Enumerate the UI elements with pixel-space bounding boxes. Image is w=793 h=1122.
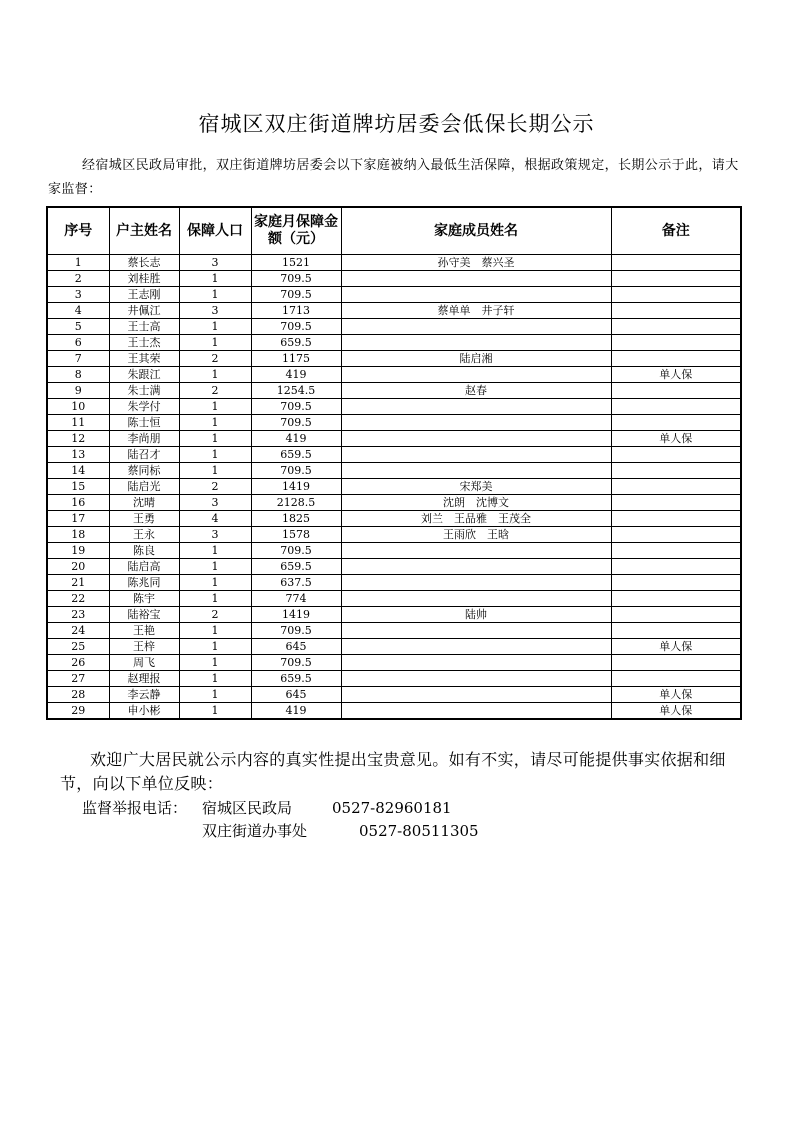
cell-monthly-amount: 419	[251, 367, 341, 383]
cell-remark: 单人保	[611, 687, 741, 703]
cell-head-name: 王士高	[109, 319, 179, 335]
col-header-covered-persons: 保障人口	[179, 207, 251, 255]
cell-monthly-amount: 709.5	[251, 271, 341, 287]
table-row	[47, 543, 741, 559]
cell-covered-persons: 1	[179, 639, 251, 655]
cell-family-members	[341, 623, 611, 639]
cell-covered-persons: 1	[179, 559, 251, 575]
cell-family-members: 蔡单单 井子轩	[341, 303, 611, 319]
cell-remark	[611, 303, 741, 319]
table-row	[47, 575, 741, 591]
table-row	[47, 335, 741, 351]
table-row	[47, 351, 741, 367]
cell-covered-persons: 1	[179, 543, 251, 559]
cell-index: 16	[47, 495, 109, 511]
cell-monthly-amount: 709.5	[251, 623, 341, 639]
cell-head-name: 陈良	[109, 543, 179, 559]
col-header-monthly-amount: 家庭月保障金额（元）	[251, 207, 341, 255]
cell-monthly-amount: 774	[251, 591, 341, 607]
cell-family-members: 王雨欣 王晗	[341, 527, 611, 543]
table-row	[47, 383, 741, 399]
cell-remark	[611, 623, 741, 639]
cell-covered-persons: 1	[179, 447, 251, 463]
table-row	[47, 703, 741, 720]
cell-index: 10	[47, 399, 109, 415]
table-row	[47, 511, 741, 527]
cell-index: 19	[47, 543, 109, 559]
cell-monthly-amount: 709.5	[251, 655, 341, 671]
cell-family-members	[341, 671, 611, 687]
cell-index: 21	[47, 575, 109, 591]
col-header-index: 序号	[47, 207, 109, 255]
cell-index: 1	[47, 255, 109, 271]
cell-remark	[611, 671, 741, 687]
cell-remark: 单人保	[611, 367, 741, 383]
cell-index: 15	[47, 479, 109, 495]
cell-remark	[611, 479, 741, 495]
table-row	[47, 479, 741, 495]
cell-family-members	[341, 367, 611, 383]
table-row	[47, 591, 741, 607]
cell-monthly-amount: 659.5	[251, 335, 341, 351]
cell-head-name: 陆启高	[109, 559, 179, 575]
cell-head-name: 陈士恒	[109, 415, 179, 431]
cell-family-members	[341, 559, 611, 575]
table-row	[47, 255, 741, 271]
cell-head-name: 赵理报	[109, 671, 179, 687]
cell-monthly-amount: 1825	[251, 511, 341, 527]
table-row	[47, 367, 741, 383]
cell-remark	[611, 527, 741, 543]
cell-head-name: 王艳	[109, 623, 179, 639]
cell-covered-persons: 1	[179, 431, 251, 447]
cell-covered-persons: 3	[179, 303, 251, 319]
table-row	[47, 303, 741, 319]
cell-monthly-amount: 419	[251, 703, 341, 720]
cell-covered-persons: 1	[179, 319, 251, 335]
cell-remark	[611, 543, 741, 559]
cell-index: 20	[47, 559, 109, 575]
cell-head-name: 朱跟江	[109, 367, 179, 383]
cell-remark	[611, 351, 741, 367]
cell-remark	[611, 607, 741, 623]
contact-line-2	[82, 820, 742, 842]
cell-remark	[611, 287, 741, 303]
table-row	[47, 399, 741, 415]
cell-monthly-amount: 709.5	[251, 415, 341, 431]
cell-head-name: 王其荣	[109, 351, 179, 367]
cell-monthly-amount: 637.5	[251, 575, 341, 591]
cell-remark	[611, 463, 741, 479]
contact-phone: 0527-80511305	[359, 822, 479, 840]
contact-label: 监督举报电话：	[82, 799, 188, 817]
cell-index: 28	[47, 687, 109, 703]
table-row	[47, 655, 741, 671]
cell-monthly-amount: 1175	[251, 351, 341, 367]
cell-head-name: 陆召才	[109, 447, 179, 463]
intro-paragraph: 经宿城区民政局审批，双庄街道牌坊居委会以下家庭被纳入最低生活保障，根据政策规定，长期公示于此，请大家监督：	[48, 158, 739, 197]
cell-remark: 单人保	[611, 639, 741, 655]
cell-monthly-amount: 1419	[251, 607, 341, 623]
table-row	[47, 319, 741, 335]
cell-index: 22	[47, 591, 109, 607]
cell-covered-persons: 1	[179, 671, 251, 687]
cell-remark	[611, 271, 741, 287]
cell-monthly-amount: 1578	[251, 527, 341, 543]
cell-family-members	[341, 543, 611, 559]
cell-head-name: 沈晴	[109, 495, 179, 511]
cell-covered-persons: 1	[179, 271, 251, 287]
cell-head-name: 井佩江	[109, 303, 179, 319]
col-header-family-members: 家庭成员姓名	[341, 207, 611, 255]
table-row	[47, 607, 741, 623]
cell-family-members	[341, 287, 611, 303]
cell-head-name: 王梓	[109, 639, 179, 655]
cell-covered-persons: 4	[179, 511, 251, 527]
cell-covered-persons: 1	[179, 687, 251, 703]
table-row	[47, 447, 741, 463]
cell-family-members: 刘兰 王品雅 王茂全	[341, 511, 611, 527]
cell-index: 6	[47, 335, 109, 351]
cell-monthly-amount: 2128.5	[251, 495, 341, 511]
cell-head-name: 王勇	[109, 511, 179, 527]
table-row	[47, 527, 741, 543]
table-row	[47, 671, 741, 687]
cell-index: 29	[47, 703, 109, 720]
cell-covered-persons: 2	[179, 351, 251, 367]
cell-covered-persons: 1	[179, 591, 251, 607]
cell-monthly-amount: 1713	[251, 303, 341, 319]
cell-remark	[611, 495, 741, 511]
cell-covered-persons: 1	[179, 287, 251, 303]
cell-head-name: 王永	[109, 527, 179, 543]
cell-index: 4	[47, 303, 109, 319]
cell-head-name: 王志刚	[109, 287, 179, 303]
cell-remark	[611, 511, 741, 527]
cell-remark	[611, 383, 741, 399]
cell-head-name: 蔡同标	[109, 463, 179, 479]
cell-family-members: 孙守美 蔡兴圣	[341, 255, 611, 271]
cell-covered-persons: 1	[179, 655, 251, 671]
cell-family-members: 赵春	[341, 383, 611, 399]
cell-covered-persons: 1	[179, 335, 251, 351]
cell-family-members	[341, 431, 611, 447]
table-row	[47, 639, 741, 655]
cell-monthly-amount: 1254.5	[251, 383, 341, 399]
contact-org: 宿城区民政局	[202, 799, 293, 817]
cell-monthly-amount: 645	[251, 639, 341, 655]
table-row	[47, 687, 741, 703]
cell-head-name: 王士杰	[109, 335, 179, 351]
cell-family-members	[341, 703, 611, 720]
table-row	[47, 431, 741, 447]
subsidy-table	[46, 206, 742, 720]
cell-covered-persons: 2	[179, 479, 251, 495]
cell-remark	[611, 591, 741, 607]
cell-monthly-amount: 709.5	[251, 463, 341, 479]
cell-remark	[611, 319, 741, 335]
table-row	[47, 463, 741, 479]
cell-family-members: 陆启湘	[341, 351, 611, 367]
cell-remark	[611, 415, 741, 431]
cell-family-members	[341, 447, 611, 463]
cell-index: 18	[47, 527, 109, 543]
cell-family-members	[341, 319, 611, 335]
cell-covered-persons: 1	[179, 623, 251, 639]
table-row	[47, 287, 741, 303]
cell-monthly-amount: 1419	[251, 479, 341, 495]
cell-index: 25	[47, 639, 109, 655]
cell-family-members	[341, 575, 611, 591]
cell-covered-persons: 1	[179, 463, 251, 479]
table-row	[47, 559, 741, 575]
cell-remark	[611, 575, 741, 591]
cell-index: 27	[47, 671, 109, 687]
cell-head-name: 朱学付	[109, 399, 179, 415]
cell-head-name: 李尚朋	[109, 431, 179, 447]
cell-covered-persons: 1	[179, 575, 251, 591]
cell-index: 23	[47, 607, 109, 623]
table-row	[47, 271, 741, 287]
col-header-head-name: 户主姓名	[109, 207, 179, 255]
cell-head-name: 李云静	[109, 687, 179, 703]
cell-remark	[611, 655, 741, 671]
cell-family-members	[341, 335, 611, 351]
cell-family-members	[341, 687, 611, 703]
closing-paragraph: 欢迎广大居民就公示内容的真实性提出宝贵意见。如有不实，请尽可能提供事实依据和细节，向以下单位反映：	[60, 750, 726, 793]
cell-covered-persons: 1	[179, 703, 251, 720]
cell-covered-persons: 2	[179, 607, 251, 623]
cell-family-members	[341, 639, 611, 655]
cell-remark	[611, 335, 741, 351]
cell-head-name: 朱士满	[109, 383, 179, 399]
page-title: 宿城区双庄街道牌坊居委会低保长期公示	[198, 112, 595, 136]
cell-covered-persons: 1	[179, 367, 251, 383]
cell-head-name: 申小彬	[109, 703, 179, 720]
table-body	[47, 255, 741, 720]
cell-family-members	[341, 415, 611, 431]
cell-monthly-amount: 659.5	[251, 447, 341, 463]
table-row	[47, 623, 741, 639]
col-header-remark: 备注	[611, 207, 741, 255]
cell-head-name: 陈宇	[109, 591, 179, 607]
cell-family-members: 沈朗 沈博文	[341, 495, 611, 511]
cell-head-name: 刘桂胜	[109, 271, 179, 287]
cell-index: 26	[47, 655, 109, 671]
cell-index: 14	[47, 463, 109, 479]
cell-head-name: 蔡长志	[109, 255, 179, 271]
cell-covered-persons: 1	[179, 415, 251, 431]
cell-covered-persons: 1	[179, 399, 251, 415]
table-header-row	[47, 207, 741, 255]
cell-monthly-amount: 419	[251, 431, 341, 447]
cell-index: 5	[47, 319, 109, 335]
cell-family-members: 陆帅	[341, 607, 611, 623]
cell-monthly-amount: 645	[251, 687, 341, 703]
cell-covered-persons: 3	[179, 527, 251, 543]
cell-head-name: 陈兆同	[109, 575, 179, 591]
cell-covered-persons: 2	[179, 383, 251, 399]
cell-family-members	[341, 591, 611, 607]
cell-covered-persons: 3	[179, 495, 251, 511]
cell-monthly-amount: 659.5	[251, 671, 341, 687]
cell-covered-persons: 3	[179, 255, 251, 271]
contact-phone: 0527-82960181	[332, 799, 452, 817]
cell-remark	[611, 255, 741, 271]
cell-family-members	[341, 271, 611, 287]
cell-remark: 单人保	[611, 431, 741, 447]
cell-family-members	[341, 399, 611, 415]
cell-head-name: 陆启光	[109, 479, 179, 495]
cell-monthly-amount: 709.5	[251, 287, 341, 303]
table-row	[47, 415, 741, 431]
cell-family-members	[341, 463, 611, 479]
contact-line-1	[82, 797, 742, 819]
cell-index: 2	[47, 271, 109, 287]
contact-org: 双庄街道办事处	[202, 822, 308, 840]
cell-index: 17	[47, 511, 109, 527]
cell-monthly-amount: 709.5	[251, 319, 341, 335]
cell-head-name: 陆裕宝	[109, 607, 179, 623]
cell-remark	[611, 447, 741, 463]
cell-family-members	[341, 655, 611, 671]
cell-remark	[611, 559, 741, 575]
cell-monthly-amount: 709.5	[251, 543, 341, 559]
cell-index: 7	[47, 351, 109, 367]
cell-head-name: 周飞	[109, 655, 179, 671]
cell-family-members: 宋郑美	[341, 479, 611, 495]
cell-index: 24	[47, 623, 109, 639]
cell-monthly-amount: 1521	[251, 255, 341, 271]
cell-remark	[611, 399, 741, 415]
cell-index: 12	[47, 431, 109, 447]
cell-index: 3	[47, 287, 109, 303]
cell-monthly-amount: 709.5	[251, 399, 341, 415]
cell-index: 9	[47, 383, 109, 399]
cell-index: 11	[47, 415, 109, 431]
cell-remark: 单人保	[611, 703, 741, 720]
table-row	[47, 495, 741, 511]
cell-index: 13	[47, 447, 109, 463]
cell-index: 8	[47, 367, 109, 383]
cell-monthly-amount: 659.5	[251, 559, 341, 575]
